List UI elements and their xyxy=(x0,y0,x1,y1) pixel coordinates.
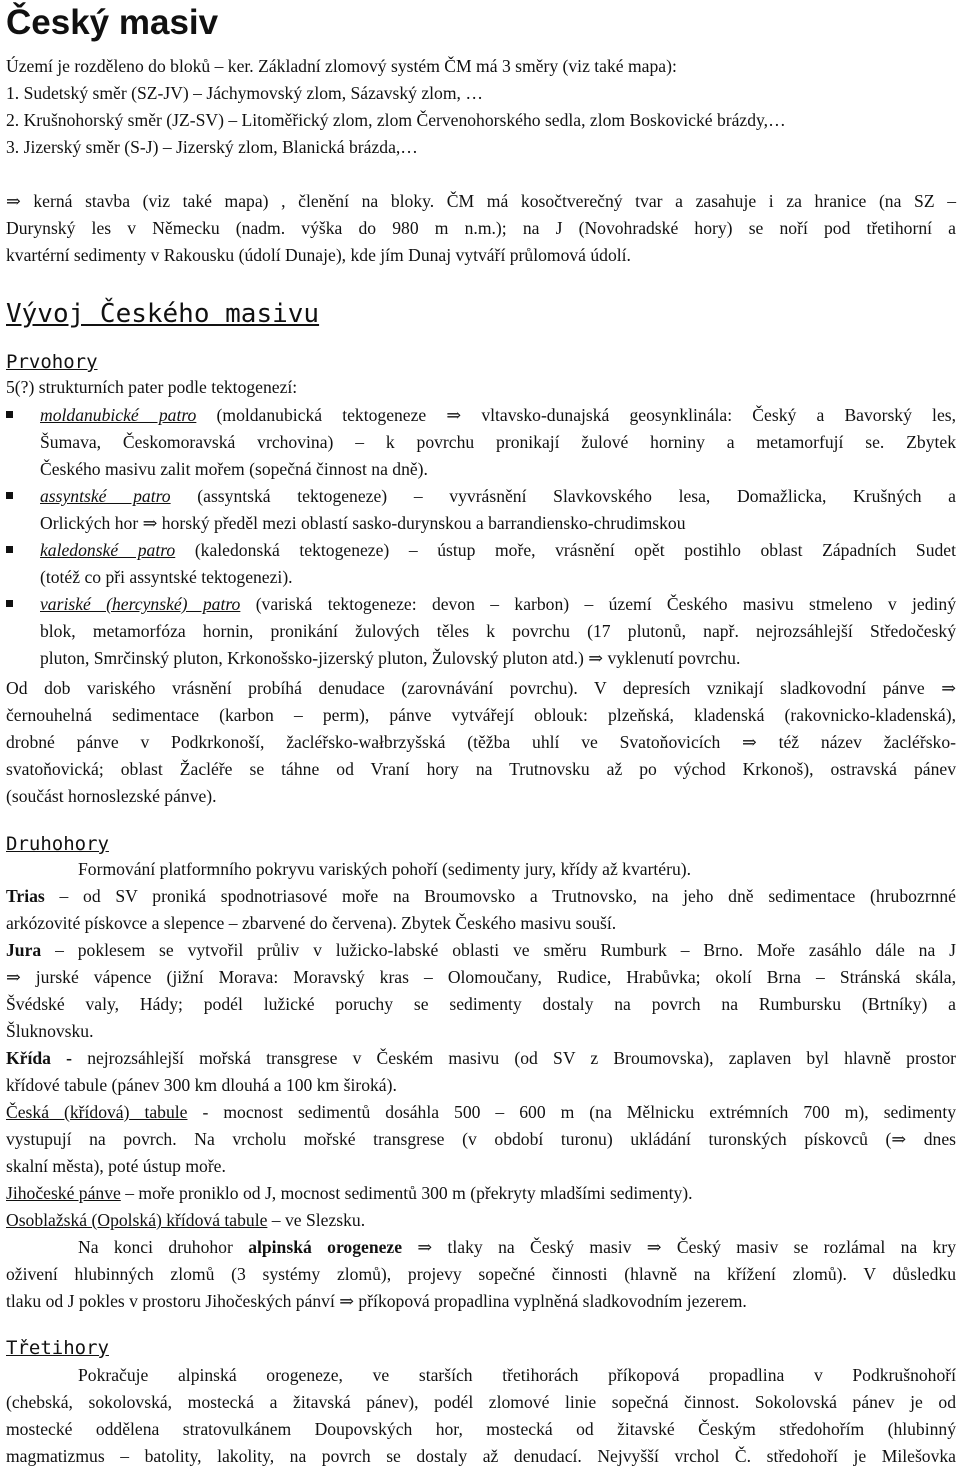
paragraph-line: černouhelná sedimentace (karbon – perm), pánve vytvářejí oblouk: plzeňská, kladenská (rakovnicko-kladenská), xyxy=(6,705,956,725)
subsection-heading: Třetihory xyxy=(6,1337,109,1359)
paragraph-line: skalní města), poté ústup moře. xyxy=(6,1156,226,1176)
paragraph-line xyxy=(78,1236,956,1258)
text: (variská tektogeneze: devon – karbon) – území Českého masivu stmeleno v jediný xyxy=(240,594,956,614)
paragraph-line: křídové tabule (pánev 300 km dlouhá a 100 km široká). xyxy=(6,1075,397,1095)
bullet-line: (totéž co při assyntské tektogenezi). xyxy=(40,567,293,587)
term: Trias xyxy=(6,886,45,906)
text: (assyntská tektogeneze) – vyvrásnění Slavkovského lesa, Domažlicka, Krušných a xyxy=(170,486,956,506)
text: – poklesem se vytvořil průliv v lužicko-labské oblasti ve směru Rumburk – Brno. Moře zasáhlo dále na J xyxy=(41,940,956,960)
page-title: Český masiv xyxy=(6,3,219,42)
subsection-heading: Prvohory xyxy=(6,351,98,373)
paragraph-line: Durynský les v Německu (nadm. výška do 980 m n.m.); na J (Novohradské hory) se noří pod třetihorní a xyxy=(6,218,956,238)
paragraph-line: tlaku od J pokles v prostoru Jihočeských pánví ⇒ příkopová propadlina vyplněná sladkovodním jezerem. xyxy=(6,1291,747,1311)
paragraph-line: arkózovité pískovce a slepence – zbarvené do červena). Zbytek Českého masivu souší. xyxy=(6,913,617,933)
paragraph-line: Od dob variského vrásnění probíhá denudace (zarovnávání povrchu). V depresích vznikají sladkovodní pánve ⇒ xyxy=(6,678,956,698)
term: kaledonské patro xyxy=(40,540,176,560)
paragraph-line: Formování platformního pokryvu variských pohoří (sedimenty jury, křídy až kvartéru). xyxy=(78,859,692,879)
paragraph-line: (součást hornoslezské pánve). xyxy=(6,786,217,806)
paragraph-line: Pokračuje alpinská orogeneze, ve starších třetihorách příkopová propadlina v Podkrušnohoří xyxy=(78,1365,956,1385)
paragraph-line: ⇒ jurské vápence (jižní Morava: Moravský kras – Olomoučany, Rudice, Hrabůvka; okolí Brna – Stránská skála, xyxy=(6,967,956,987)
intro-text: Území je rozděleno do bloků – ker. Základní zlomový systém ČM má 3 směry (viz také mapa): xyxy=(6,56,677,76)
bullet-line: blok, metamorfóza hornin, pronikání žulových těles k povrchu (17 plutonů, např. nejrozsáhlejší Středočeský xyxy=(40,621,956,641)
term: alpinská orogeneze xyxy=(248,1237,403,1257)
bullet-line: Šumava, Českomoravská vrchovina) – k povrchu pronikají žulové horniny a metamorfují se. Zbytek xyxy=(40,432,956,452)
list-item: 3. Jizerský směr (S-J) – Jizerský zlom, Blanická brázda,… xyxy=(6,137,418,157)
paragraph-line: oživení hlubinných zlomů (3 systémy zlomů), projevy sopečné činnosti (hlavně na křížení zlomů). V důsledku xyxy=(6,1264,956,1284)
paragraph-line xyxy=(6,1209,365,1231)
paragraph-line: (chebská, sokolovská, mostecká a žitavská pánev), podél zlomové linie sopečná činnost. Sokolovská pánev je od xyxy=(6,1392,956,1412)
term: Jihočeské pánve xyxy=(6,1183,121,1203)
bullet-marker xyxy=(6,546,13,553)
paragraph-line xyxy=(6,939,956,961)
text: – ve Slezsku. xyxy=(267,1210,366,1230)
bullet-line xyxy=(40,539,956,561)
term: assyntské patro xyxy=(40,486,171,506)
paragraph-line: kvartérní sedimenty v Rakousku (údolí Dunaje), kde jím Dunaj vytváří průlomová údolí. xyxy=(6,245,631,265)
bullet-line: pluton, Smrčinský pluton, Krkonošsko-jizerský pluton, Žulovský pluton atd.) ⇒ vyklenutí povrchu. xyxy=(40,648,741,668)
paragraph-line: drobné pánve v Podkrkonoší, žacléřsko-wałbrzyšská (těžba uhlí ve Svatoňovicích ⇒ též název žacléřsko- xyxy=(6,732,956,752)
bullet-marker xyxy=(6,600,13,607)
paragraph-line: svatoňovická; oblast Žacléře se táhne od Vraní hory na Trutnovsku až po východ Krkonoš), ostravská pánev xyxy=(6,759,956,779)
text: nejrozsáhlejší mořská transgrese v Českém masivu (od SV z Broumovska), zaplaven byl hlavně prostor xyxy=(72,1048,956,1068)
paragraph-line: mostecké oddělena stratovulkánem Doupovských hor, mostecká od žitavské Českým středohořím (hlubinný xyxy=(6,1419,956,1439)
text: ⇒ tlaky na Český masiv ⇒ Český masiv se rozlámal na kry xyxy=(402,1237,956,1257)
term: Křída - xyxy=(6,1048,73,1068)
term: moldanubické patro xyxy=(40,405,197,425)
bullet-line xyxy=(40,404,956,426)
text: (moldanubická tektogeneze ⇒ vltavsko-dunajská geosynklinála: Český a Bavorský les, xyxy=(196,405,956,425)
term: variské (hercynské) patro xyxy=(40,594,241,614)
text: – moře proniklo od J, mocnost sedimentů 300 m (překryty mladšími sedimenty). xyxy=(120,1183,693,1203)
text: – od SV proniká spodnotriasové moře na Broumovsko a Trutnovsko, na jeho dně sedimentace (hrubozrnné xyxy=(44,886,956,906)
paragraph-line xyxy=(6,885,956,907)
paragraph-line: vystupují na povrch. Na vrcholu mořské transgrese (v období turonu) ukládání turonských pískovců (⇒ dnes xyxy=(6,1129,956,1149)
subsection-heading: Druhohory xyxy=(6,833,109,855)
bullet-line: Orlických hor ⇒ horský předěl mezi oblastí sasko-durynskou a barrandiensko-chrudimskou xyxy=(40,513,686,533)
paragraph-line xyxy=(6,1101,956,1123)
bullet-line xyxy=(40,593,956,615)
term: Česká (křídová) tabule xyxy=(6,1102,188,1122)
text: - mocnost sedimentů dosáhla 500 – 600 m (na Mělnicku extrémních 700 m), sedimenty xyxy=(187,1102,957,1122)
paragraph-line: 5(?) strukturních pater podle tektogenezí: xyxy=(6,377,298,397)
paragraph-line xyxy=(6,1182,693,1204)
term: Osoblažská (Opolská) křídová tabule xyxy=(6,1210,268,1230)
paragraph-line xyxy=(6,1047,956,1069)
paragraph-line: Šluknovsku. xyxy=(6,1021,94,1041)
list-item: 2. Krušnohorský směr (JZ-SV) – Litoměřický zlom, zlom Červenohorského sedla, zlom Boskovické brázdy,… xyxy=(6,110,786,130)
paragraph-line: ⇒ kerná stavba (viz také mapa) , členění na bloky. ČM má kosočtverečný tvar a zasahuje i za hranice (na SZ – xyxy=(6,191,956,211)
list-item: 1. Sudetský směr (SZ-JV) – Jáchymovský zlom, Sázavský zlom, … xyxy=(6,83,483,103)
bullet-marker xyxy=(6,492,13,499)
bullet-line xyxy=(40,485,956,507)
bullet-line: Českého masivu zalit mořem (sopečná činnost na dně). xyxy=(40,459,428,479)
term: Jura xyxy=(6,940,42,960)
paragraph-line: magmatizmus – batolity, lakolity, na povrch se dostaly až denudací. Nejvyšší vrchol Č. středohoří je Milešovka xyxy=(6,1446,956,1466)
text: Na konci druhohor xyxy=(78,1237,249,1257)
text: (kaledonská tektogeneze) – ústup moře, vrásnění opět postihlo oblast Západních Sudet xyxy=(175,540,957,560)
paragraph-line: Švédské valy, Hády; podél lužické poruchy se sedimenty dostaly na povrch na Rumbursku (Brtníky) a xyxy=(6,994,956,1014)
section-heading: Vývoj Českého masivu xyxy=(6,299,320,329)
bullet-marker xyxy=(6,411,13,418)
